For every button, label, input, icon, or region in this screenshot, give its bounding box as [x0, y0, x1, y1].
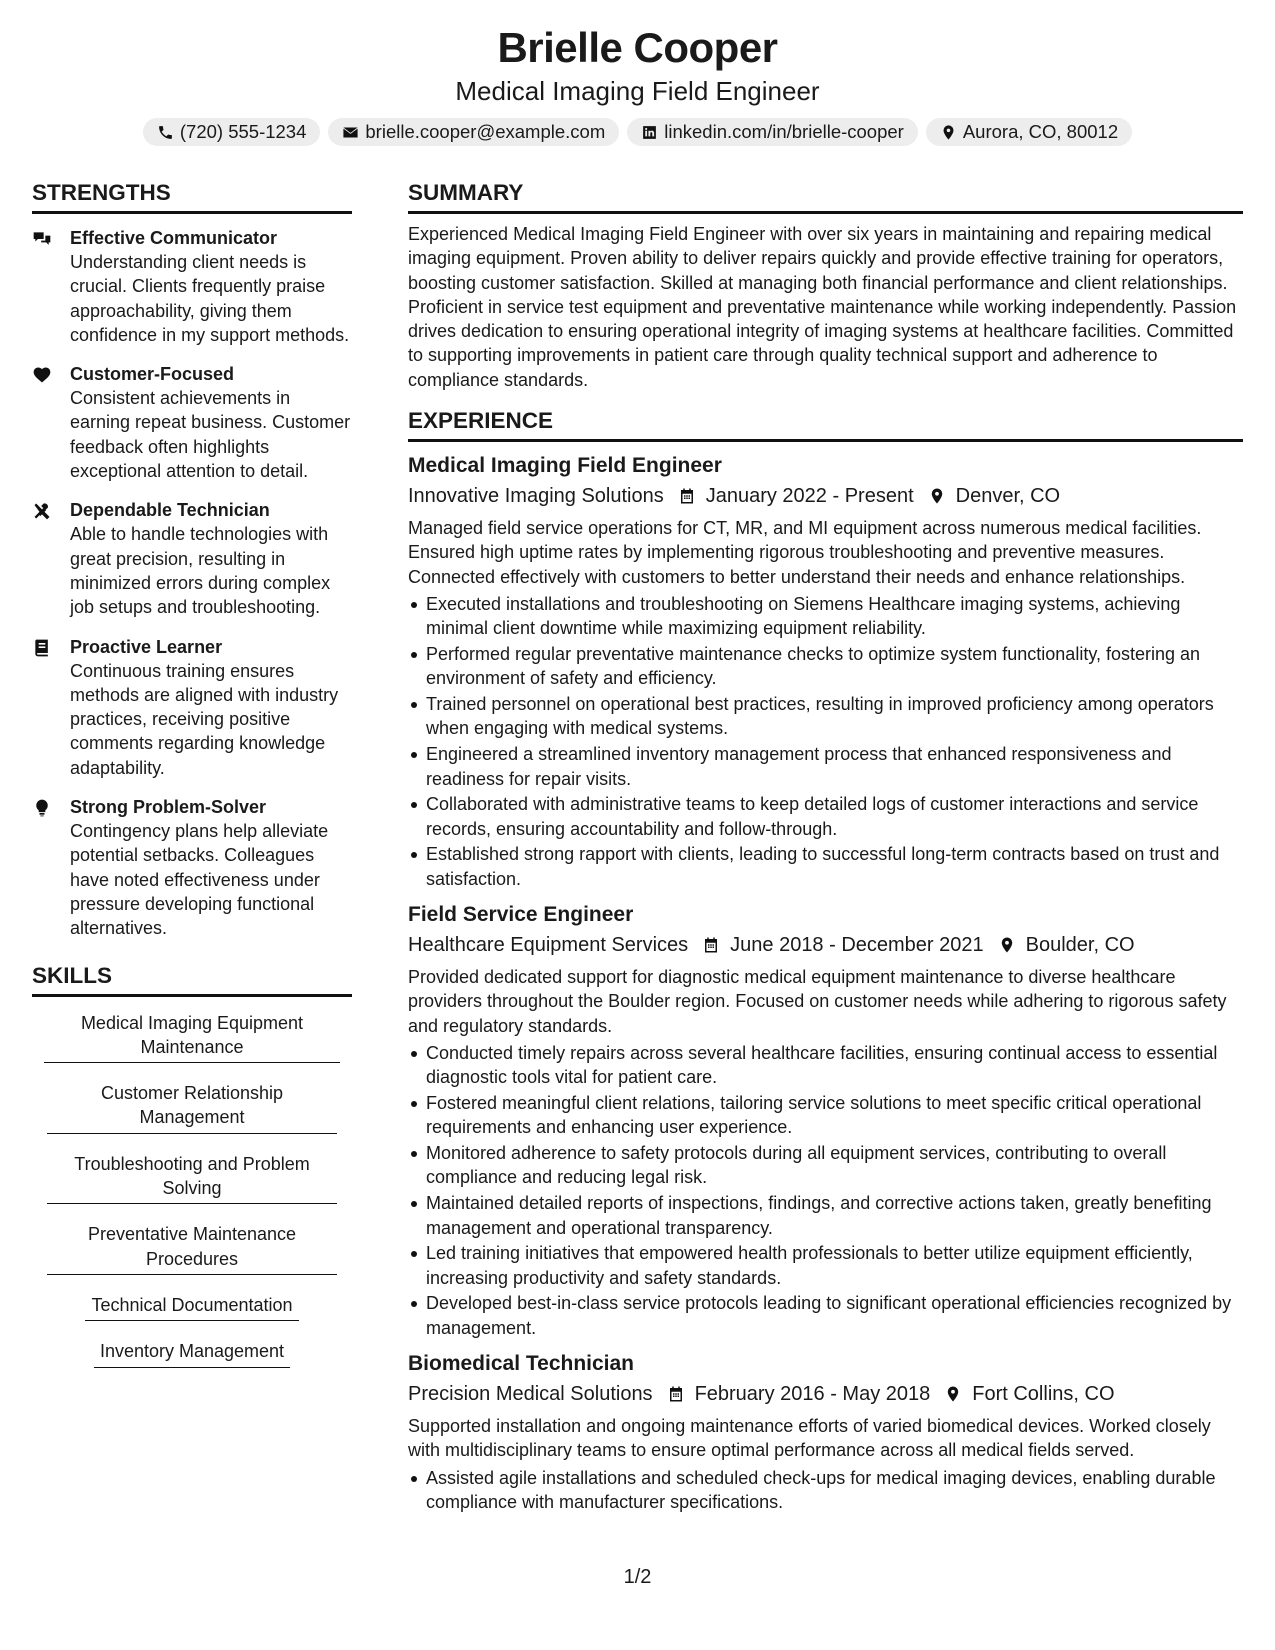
strength-item — [32, 226, 352, 347]
left-column — [32, 178, 352, 1386]
strength-desc: Consistent achievements in earning repeat business. Customer feedback often highlights exceptional attention to detail. — [70, 388, 351, 482]
strength-desc: Able to handle technologies with great precision, resulting in minimized errors during complex job setups and troubleshooting. — [70, 524, 331, 618]
job-entry — [408, 452, 1243, 891]
job-meta — [408, 931, 1243, 959]
job-bullets — [408, 592, 1243, 891]
email-text: brielle.cooper@example.com — [365, 121, 606, 142]
job-description: Provided dedicated support for diagnostic medical equipment maintenance to diverse healthcare providers throughout the Boulder region. Focused on customer needs while adhering to rigorous safety and regulatory standards. — [408, 967, 1227, 1036]
job-title: Medical Imaging Field Engineer — [408, 454, 722, 478]
bullet-item: Assisted agile installations and scheduled check-ups for medical imaging devices, enabling durable compliance with manufacturer specifications. — [408, 1466, 1243, 1515]
experience-heading: EXPERIENCE — [408, 406, 1243, 442]
map-pin-icon — [940, 124, 957, 141]
map-pin-icon — [944, 1385, 962, 1403]
job-description: Managed field service operations for CT, MR, and MI equipment across numerous medical facilities. Ensured high uptime rates by implementing rigorous troubleshooting and preventive measures. Connected effectively with customers to better understand their needs and enhance relationships. — [408, 518, 1202, 587]
bullet-item: Developed best-in-class service protocols leading to significant operational efficiencies recognized by management. — [408, 1291, 1243, 1340]
contact-bar — [0, 118, 1275, 146]
strength-desc: Understanding client needs is crucial. Clients frequently praise approachability, giving them confidence in my support methods. — [70, 252, 350, 345]
book-icon — [32, 638, 52, 658]
skill-item: Medical Imaging Equipment Maintenance — [44, 1011, 340, 1064]
location-text: Aurora, CO, 80012 — [962, 121, 1119, 142]
envelope-icon — [342, 124, 359, 141]
skills-heading: SKILLS — [32, 961, 352, 997]
tools-icon — [32, 501, 52, 521]
skills-list — [32, 1011, 352, 1386]
bullet-item: Performed regular preventative maintenance checks to optimize system functionality, fostering an environment of safety and efficiency. — [408, 642, 1243, 691]
strength-title: Effective Communicator — [70, 228, 278, 248]
bullet-item: Maintained detailed reports of inspections, findings, and corrective actions taken, greatly benefiting management and operational transparency. — [408, 1191, 1243, 1240]
job-bullets — [408, 1466, 1243, 1515]
job-location: Fort Collins, CO — [972, 1382, 1115, 1405]
bullet-item: Collaborated with administrative teams to keep detailed logs of customer interactions and service records, ensuring accountability and follow-through. — [408, 792, 1243, 841]
job-meta — [408, 1380, 1243, 1408]
strength-desc: Contingency plans help alleviate potential setbacks. Colleagues have noted effectiveness under pressure developing functional alternatives. — [70, 821, 329, 939]
contact-linkedin[interactable] — [627, 118, 918, 146]
summary-heading: SUMMARY — [408, 178, 1243, 214]
strength-title: Proactive Learner — [70, 636, 223, 657]
job-entry — [408, 901, 1243, 1340]
strength-item — [32, 362, 352, 483]
phone-text: (720) 555-1234 — [179, 121, 307, 142]
bullet-item: Led training initiatives that empowered health professionals to better utilize equipment efficiently, increasing productivity and safety standards. — [408, 1241, 1243, 1290]
job-location: Boulder, CO — [1025, 934, 1135, 957]
skill-item: Preventative Maintenance Procedures — [47, 1222, 337, 1275]
bullet-item: Monitored adherence to safety protocols during all equipment services, contributing to overall compliance and reducing legal risk. — [408, 1141, 1243, 1190]
phone-icon — [157, 124, 174, 141]
job-bullets — [408, 1041, 1243, 1340]
job-location: Denver, CO — [955, 485, 1061, 508]
contact-location[interactable] — [926, 118, 1132, 146]
skill-item: Customer Relationship Management — [47, 1081, 337, 1134]
job-dates: February 2016 - May 2018 — [694, 1382, 931, 1405]
skill-item: Troubleshooting and Problem Solving — [47, 1152, 337, 1205]
strength-item — [32, 795, 352, 940]
strength-desc: Continuous training ensures methods are aligned with industry practices, receiving positive comments regarding knowledge adaptability. — [70, 660, 339, 778]
heart-icon — [32, 365, 52, 385]
strength-title: Customer-Focused — [70, 364, 235, 385]
linkedin-text: linkedin.com/in/brielle-cooper — [664, 121, 904, 142]
strength-title: Dependable Technician — [70, 500, 270, 521]
strengths-heading: STRENGTHS — [32, 178, 352, 214]
map-pin-icon — [998, 936, 1016, 954]
chat-bubbles-icon — [32, 229, 52, 249]
summary-text: Experienced Medical Imaging Field Engineer with over six years in maintaining and repairing medical imaging equipment. Proven ability to deliver repairs quickly and provide effective training for operators, boosting customer satisfaction. Skilled at managing both financial performance and client relationships. Proficient in service test equipment and preventative maintenance while working independently. Passion drives dedication to ensuring operational integrity of imaging systems at healthcare facilities. Committed to supporting improvements in patient care through quality technical support and adherence to compliance standards. — [408, 224, 1237, 390]
contact-email[interactable] — [328, 118, 619, 146]
map-pin-icon — [928, 487, 946, 505]
bullet-item: Executed installations and troubleshooting on Siemens Healthcare imaging systems, achieving minimal client downtime while maximizing equipment reliability. — [408, 592, 1243, 641]
strength-title: Strong Problem-Solver — [70, 797, 267, 818]
lightbulb-icon — [32, 798, 52, 818]
job-company: Precision Medical Solutions — [408, 1382, 653, 1405]
job-dates: June 2018 - December 2021 — [730, 934, 984, 957]
bullet-item: Engineered a streamlined inventory management process that enhanced responsiveness and readiness for repair visits. — [408, 742, 1243, 791]
candidate-title: Medical Imaging Field Engineer — [455, 76, 820, 106]
calendar-icon — [678, 487, 696, 505]
bullet-item: Conducted timely repairs across several healthcare facilities, ensuring continual access to essential diagnostic tools vital for patient care. — [408, 1041, 1243, 1090]
strengths-list — [32, 226, 352, 941]
strength-item — [32, 498, 352, 619]
job-company: Healthcare Equipment Services — [408, 934, 689, 957]
page-number: 1/2 — [623, 1566, 652, 1588]
calendar-icon — [702, 936, 720, 954]
calendar-icon — [667, 1385, 685, 1403]
job-dates: January 2022 - Present — [705, 485, 914, 508]
resume-header — [0, 22, 1275, 146]
candidate-name: Brielle Cooper — [497, 24, 778, 71]
bullet-item: Established strong rapport with clients, leading to successful long-term contracts based on trust and satisfaction. — [408, 842, 1243, 891]
job-description: Supported installation and ongoing maintenance efforts of varied biomedical devices. Worked closely with multidisciplinary teams to ensure optimal performance across all medical fields served. — [408, 1415, 1211, 1461]
contact-phone[interactable] — [143, 118, 321, 146]
strength-item — [32, 635, 352, 780]
linkedin-icon — [641, 124, 658, 141]
job-meta — [408, 482, 1243, 510]
job-title: Field Service Engineer — [408, 903, 634, 927]
skill-item: Inventory Management — [94, 1339, 290, 1367]
job-title: Biomedical Technician — [408, 1351, 635, 1375]
job-entry — [408, 1350, 1243, 1514]
skill-item: Technical Documentation — [85, 1293, 298, 1321]
bullet-item: Trained personnel on operational best practices, resulting in improved proficiency among operators when engaging with medical systems. — [408, 692, 1243, 741]
right-column — [408, 178, 1243, 1516]
job-company: Innovative Imaging Solutions — [408, 485, 664, 508]
bullet-item: Fostered meaningful client relations, tailoring service solutions to meet specific critical operational requirements and enhancing user experience. — [408, 1091, 1243, 1140]
